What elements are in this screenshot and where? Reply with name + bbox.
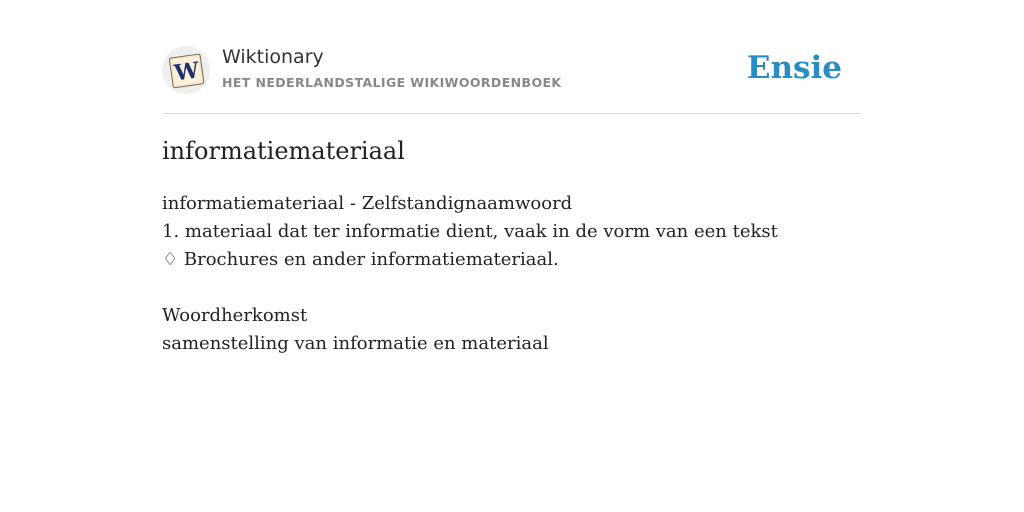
site-header [162,0,862,114]
wiktionary-logo-icon[interactable] [162,46,210,94]
logo-letter: W [172,57,201,87]
spacer [162,274,778,302]
etymology-text: samenstelling van informatie en materiaal [162,333,549,354]
page-container [162,0,862,354]
ensie-brand-logo[interactable]: Ensie [746,50,842,86]
site-subtitle: HET NEDERLANDSTALIGE WIKIWOORDENBOEK [222,75,562,90]
example-line: ♢ Brochures en ander informatiemateriaal. [162,249,559,270]
part-of-speech-line: informatiemateriaal - Zelfstandignaamwoord [162,193,573,214]
etymology-heading: Woordherkomst [162,305,308,326]
page-title: informatiemateriaal [162,137,405,165]
definition-line: 1. materiaal dat ter informatie dient, vaak in de vorm van een tekst [162,221,778,242]
entry-body [162,190,778,358]
site-title[interactable]: Wiktionary [222,46,324,68]
